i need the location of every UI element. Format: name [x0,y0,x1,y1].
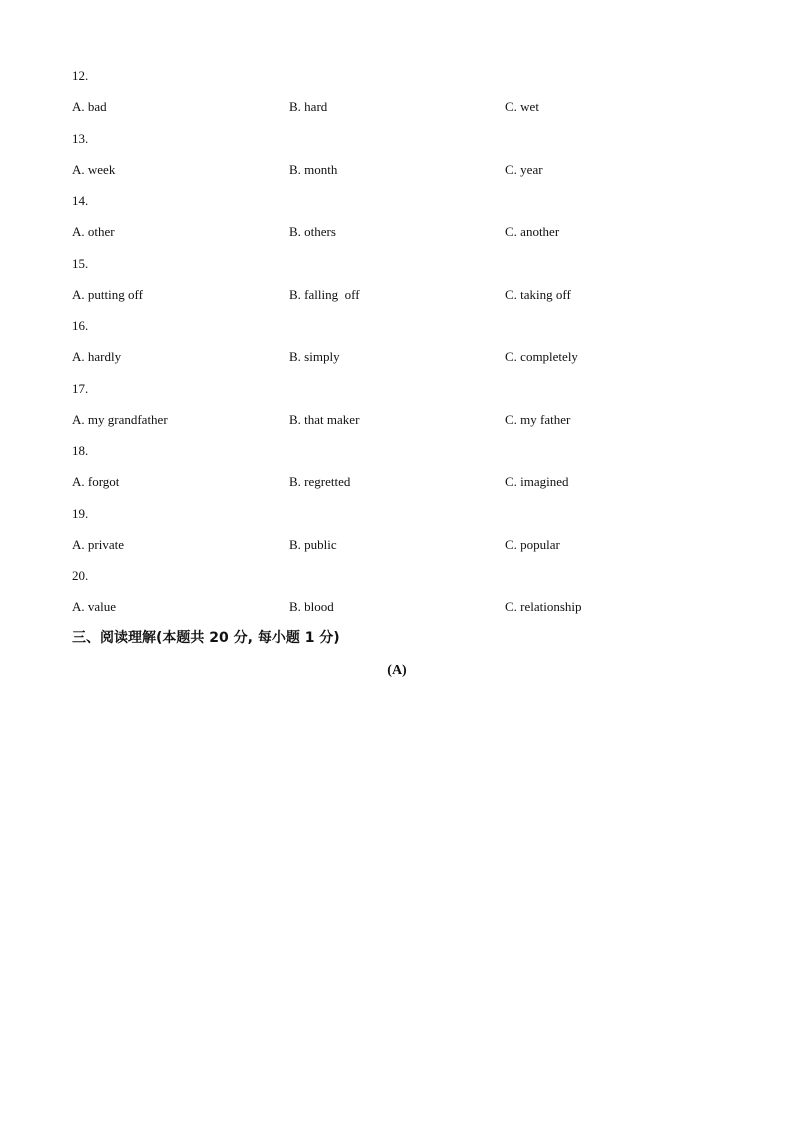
option-a: A. my grandfather [72,411,168,427]
option-c: C. popular [505,536,560,552]
option-a: A. bad [72,99,107,114]
question-number: 19. [72,505,89,521]
question-17 [72,380,732,443]
option-a: A. week [72,161,116,177]
question-18 [72,442,732,505]
option-a: A. private [72,536,124,552]
question-number: 17. [72,380,89,396]
option-c: C. another [505,224,560,239]
passage-label: (A) [387,663,407,678]
option-c: C. wet [505,99,539,114]
question-15 [72,255,732,318]
option-c: C. relationship [505,599,582,614]
option-b: B. others [289,224,336,239]
question-13 [72,130,732,193]
question-number: 15. [72,255,89,271]
section-heading: 三、阅读理解(本题共 20 分, 每小题 1 分) [72,630,340,646]
question-16 [72,317,732,380]
question-list [72,67,732,630]
option-a: A. putting off [72,286,143,302]
question-19 [72,505,732,568]
option-a: A. forgot [72,474,120,489]
question-number: 20. [72,568,89,583]
option-b: B. public [289,536,337,552]
question-12 [72,67,732,130]
option-a: A. hardly [72,349,122,364]
option-b: B. regretted [289,474,351,489]
option-c: C. year [505,161,543,177]
question-number: 14. [72,193,89,208]
option-c: C. my father [505,411,571,427]
option-c: C. completely [505,349,578,364]
option-b: B. blood [289,599,334,614]
question-number: 16. [72,318,89,333]
question-20 [72,567,732,630]
option-b: B. hard [289,99,328,114]
question-number: 12. [72,68,89,83]
option-b: B. falling off [289,286,360,302]
question-number: 18. [72,443,89,458]
option-c: C. imagined [505,474,569,489]
option-b: B. month [289,161,338,177]
option-b: B. that maker [289,411,360,427]
option-a: A. other [72,224,115,239]
option-b: B. simply [289,349,340,364]
question-number: 13. [72,130,89,146]
question-14 [72,192,732,255]
option-a: A. value [72,599,117,614]
option-c: C. taking off [505,286,571,302]
